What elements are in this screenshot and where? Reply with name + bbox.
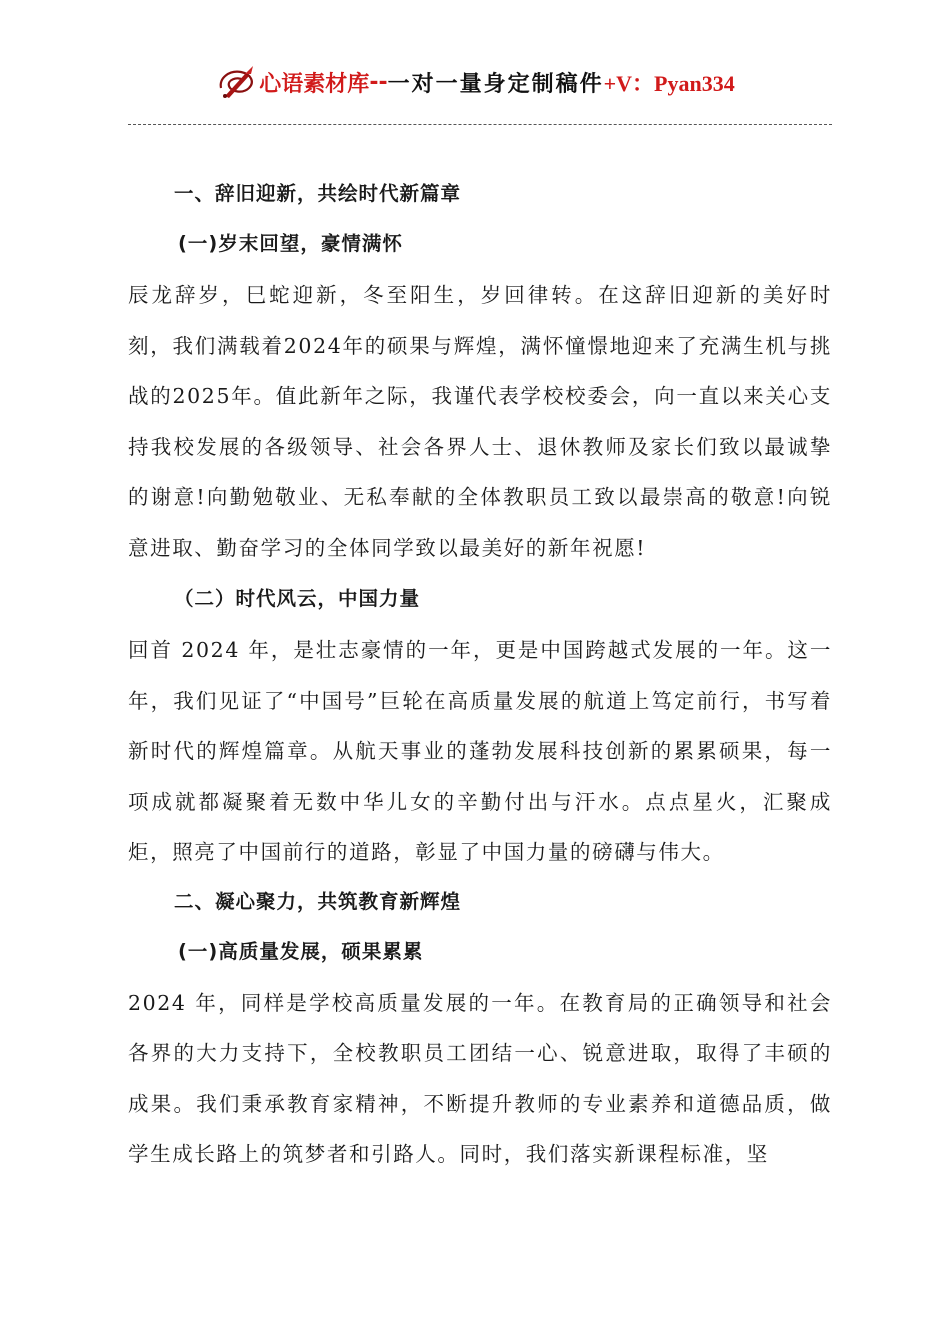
paragraph-text: 辰龙辞岁，巳蛇迎新，冬至阳生，岁回律转。在这辞旧迎新的美好时刻，我们满载着2024年的硕果与辉煌，满怀憧憬地迎来了充满生机与挑战的2025年。值此新年之际，我谨代表学校校委会，向一直以来关心支持我校发展的各级领导、社会各界人士、退休教师及家长们致以最诚挚的谢意!向勤勉敬业、无私奉献的全体教职员工致以最崇高的敬意!向锐意进取、勤奋学习的全体同学致以最美好的新年祝愿! bbox=[128, 283, 832, 560]
brand-name: 心语素材库 bbox=[259, 71, 370, 97]
quill-pen-swirl-icon bbox=[215, 62, 259, 102]
paragraph bbox=[128, 978, 832, 1180]
subsection-heading: (一)高质量发展，硕果累累 bbox=[178, 939, 424, 963]
brand-contact: +V：Pyan334 bbox=[603, 70, 735, 96]
brand-slogan: 一对一量身定制稿件 bbox=[387, 70, 604, 97]
section-heading: 一、辞旧迎新，共绘时代新篇章 bbox=[174, 182, 462, 205]
subsection-heading: (一)岁末回望，豪情满怀 bbox=[178, 232, 403, 255]
section-heading: 二、凝心聚力，共筑教育新辉煌 bbox=[174, 889, 462, 913]
paragraph-text: 2024 年，同样是学校高质量发展的一年。在教育局的正确领导和社会各界的大力支持下，全校教职员工团结一心、锐意进取，取得了丰硕的成果。我们秉承教育家精神，不断提升教师的专业素养和道德品质，做学生成长路上的筑梦者和引路人。同时，我们落实新课程标准，坚 bbox=[128, 990, 832, 1166]
paragraph bbox=[128, 625, 832, 878]
document-body bbox=[128, 180, 832, 1180]
paragraph-text: 回首 2024 年，是壮志豪情的一年，更是中国跨越式发展的一年。这一年，我们见证了“中国号”巨轮在高质量发展的航道上笃定前行，书写着新时代的辉煌篇章。从航天事业的蓬勃发展科技创新的累累硕果，每一项成就都凝聚着无数中华儿女的辛勤付出与汗水。点点星火，汇聚成炬，照亮了中国前行的道路，彰显了中国力量的磅礴与伟大。 bbox=[128, 638, 832, 864]
brand-dash: -- bbox=[369, 69, 388, 95]
header-divider bbox=[128, 124, 832, 125]
paragraph bbox=[128, 270, 832, 573]
page-header bbox=[0, 60, 950, 104]
subsection-heading: （二）时代风云，中国力量 bbox=[174, 587, 421, 610]
